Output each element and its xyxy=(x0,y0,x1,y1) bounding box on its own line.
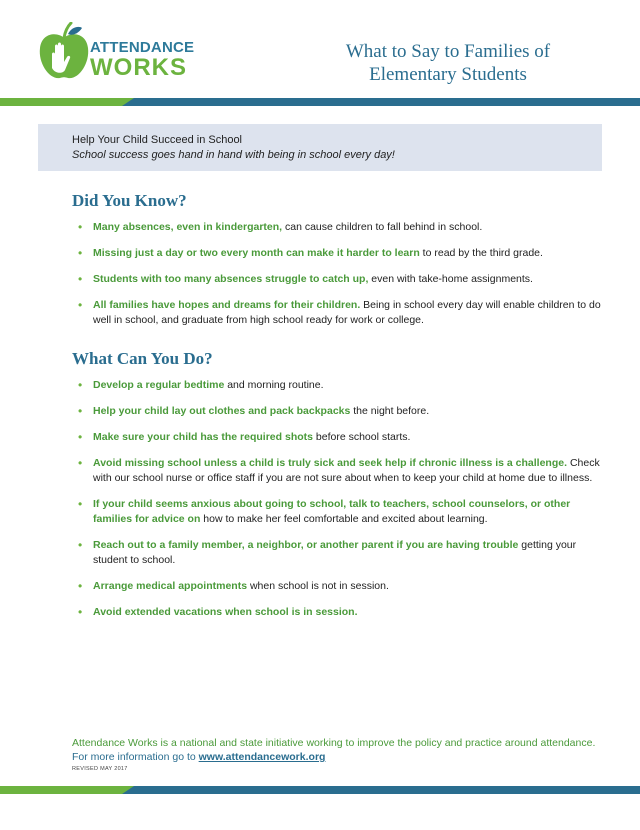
banner-title: Help Your Child Succeed in School xyxy=(72,134,243,146)
footer xyxy=(72,736,612,774)
banner-subtitle: School success goes hand in hand with being in school every day! xyxy=(72,149,395,161)
logo-text-works: WORKS xyxy=(90,54,187,81)
list-item: • Arrange medical appointments when school is not in session. xyxy=(78,579,608,594)
list-item: • Make sure your child has the required shots before school starts. xyxy=(78,430,608,445)
list-item: • If your child seems anxious about going to school, talk to teachers, school counselors, or other families for advice on how to make her feel comfortable and excited about learning. xyxy=(78,497,608,527)
what-can-you-do-list xyxy=(78,378,608,631)
attendance-works-logo xyxy=(38,22,195,84)
list-item: • Avoid missing school unless a child is truly sick and seek help if chronic illness is a challenge. Check with our school nurse or office staff if you are not sure about when to keep your child at home due to illness. xyxy=(78,456,608,486)
what-can-you-do-heading: What Can You Do? xyxy=(72,349,213,368)
list-item: • Students with too many absences struggle to catch up, even with take-home assignments. xyxy=(78,272,608,287)
list-item: • Avoid extended vacations when school is in session. xyxy=(78,605,608,620)
list-item: • Reach out to a family member, a neighbor, or another parent if you are having trouble getting your student to school. xyxy=(78,538,608,568)
website-link[interactable]: www.attendancework.org xyxy=(198,751,326,763)
header-divider-stripe xyxy=(0,98,640,106)
page-title-line-1: What to Say to Families of xyxy=(345,41,551,62)
logo-text-attendance: ATTENDANCE xyxy=(90,39,195,56)
footer-divider-stripe xyxy=(0,786,640,794)
list-item: • Help your child lay out clothes and pack backpacks the night before. xyxy=(78,404,608,419)
footer-description: Attendance Works is a national and state initiative working to improve the policy and practice around attendance. xyxy=(72,737,596,749)
page-title xyxy=(298,40,598,86)
did-you-know-list xyxy=(78,220,608,339)
list-item: • Missing just a day or two every month can make it harder to learn to read by the third grade. xyxy=(78,246,608,261)
list-item: • Develop a regular bedtime and morning routine. xyxy=(78,378,608,393)
list-item: • All families have hopes and dreams for their children. Being in school every day will enable children to do well in school, and graduate from high school ready for work or college. xyxy=(78,298,608,328)
page-title-line-2: Elementary Students xyxy=(369,64,527,85)
footer-more-info: For more information go to www.attendancework.org xyxy=(72,751,326,763)
revised-date: REVISED MAY 2017 xyxy=(72,766,128,772)
apple-hand-logo-icon xyxy=(38,22,90,82)
list-item: • Many absences, even in kindergarten, can cause children to fall behind in school. xyxy=(78,220,608,235)
did-you-know-heading: Did You Know? xyxy=(72,191,187,210)
intro-banner xyxy=(38,124,602,171)
